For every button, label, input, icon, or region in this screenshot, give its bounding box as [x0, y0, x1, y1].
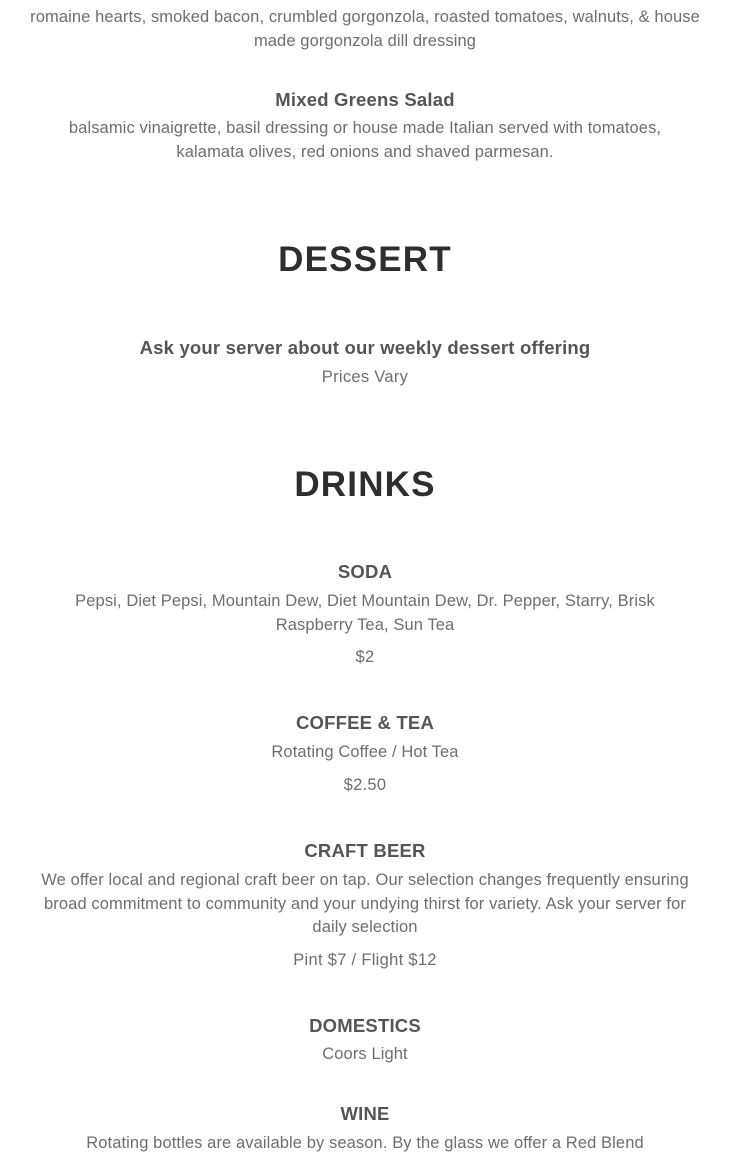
coffee-tea-price: $2.50: [343, 775, 387, 794]
domestics-description: Coors Light: [322, 1045, 408, 1063]
wine-description: Rotating bottles are available by season. By the glass we offer a Red Blend: [86, 1134, 644, 1152]
drinks-heading: DRINKS: [294, 465, 436, 504]
craft-beer-title: CRAFT BEER: [304, 840, 426, 861]
craft-beer-price: Pint $7 / Flight $12: [293, 950, 437, 969]
coffee-tea-description: Rotating Coffee / Hot Tea: [271, 743, 459, 761]
soda-title: SODA: [337, 561, 393, 582]
craft-beer-description: We offer local and regional craft beer on tap. Our selection changes frequently ensuring broad commitment to community and your undying thirst for variety. Ask your server for daily selection: [41, 871, 689, 936]
coffee-tea-item: [0, 711, 730, 797]
dessert-section-header: [0, 240, 730, 280]
mixed-greens-title: Mixed Greens Salad: [275, 89, 455, 110]
mixed-greens-description: balsamic vinaigrette, basil dressing or house made Italian served with tomatoes, kalamata olives, red onions and shaved parmesan.: [68, 119, 662, 161]
dessert-heading: DESSERT: [278, 240, 452, 279]
domestics-title: DOMESTICS: [309, 1015, 421, 1036]
dessert-price: Prices Vary: [321, 368, 409, 386]
soda-price: $2: [355, 648, 375, 666]
salad-top-item: [0, 6, 730, 53]
dessert-item-title: Ask your server about our weekly dessert offering: [139, 337, 591, 358]
salad-top-description: romaine hearts, smoked bacon, crumbled gorgonzola, roasted tomatoes, walnuts, & house made gorgonzola dill dressing: [30, 8, 700, 50]
drinks-section-header: [0, 465, 730, 505]
coffee-tea-title: COFFEE & TEA: [295, 712, 435, 733]
dessert-item: [0, 336, 730, 389]
soda-description: Pepsi, Diet Pepsi, Mountain Dew, Diet Mountain Dew, Dr. Pepper, Starry, Brisk Raspberry Tea, Sun Tea: [75, 592, 655, 634]
soda-item: [0, 560, 730, 669]
wine-item: [0, 1102, 730, 1156]
domestics-item: [0, 1014, 730, 1067]
mixed-greens-item: [0, 88, 730, 164]
wine-title: WINE: [340, 1103, 390, 1124]
craft-beer-item: [0, 839, 730, 972]
